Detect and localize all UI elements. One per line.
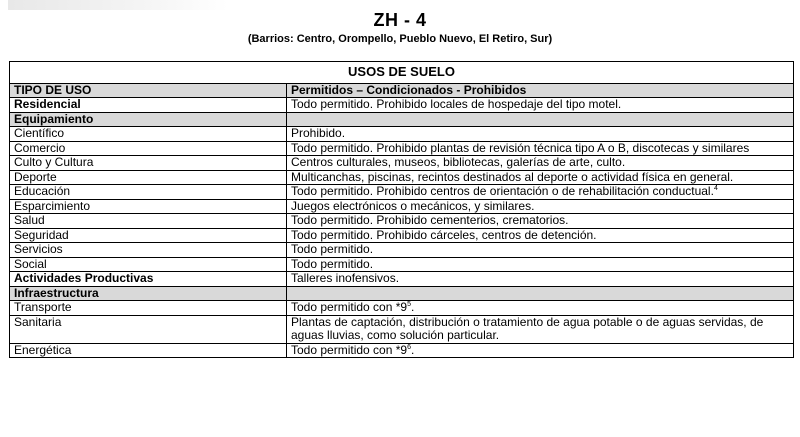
use-rule: Todo permitido. Prohibido plantas de revisión técnica tipo A o B, discotecas y similares bbox=[287, 141, 794, 156]
use-rule-text: Todo permitido. Prohibido centros de orientación o de rehabilitación conductual. bbox=[291, 184, 714, 198]
table-row-equipamiento bbox=[10, 112, 794, 127]
table-row-infraestructura bbox=[10, 286, 794, 301]
table-row-energetica bbox=[10, 343, 794, 358]
footnote-marker: 6 bbox=[407, 343, 411, 351]
zone-subtitle: (Barrios: Centro, Orompello, Pueblo Nuevo, El Retiro, Sur) bbox=[247, 33, 553, 45]
table-row-servicios bbox=[10, 243, 794, 258]
table-row-comercio bbox=[10, 141, 794, 156]
scan-artifact bbox=[8, 0, 228, 10]
table-row-educacion bbox=[10, 185, 794, 200]
table-row-salud bbox=[10, 214, 794, 229]
use-rule bbox=[287, 301, 794, 316]
use-rule bbox=[287, 286, 794, 301]
use-type: Esparcimiento bbox=[10, 199, 287, 214]
table-row-sanitaria bbox=[10, 315, 794, 343]
use-type: Social bbox=[10, 257, 287, 272]
zone-title: ZH - 4 bbox=[373, 10, 427, 30]
use-rule: Juegos electrónicos o mecánicos, y similares. bbox=[287, 199, 794, 214]
use-type: Sanitaria bbox=[10, 315, 287, 343]
table-row-seguridad bbox=[10, 228, 794, 243]
use-type: Residencial bbox=[10, 98, 287, 113]
use-rule bbox=[287, 185, 794, 200]
use-rule: Prohibido. bbox=[287, 127, 794, 142]
footnote-marker: 5 bbox=[407, 301, 411, 308]
use-type: Culto y Cultura bbox=[10, 156, 287, 171]
use-rule bbox=[287, 112, 794, 127]
use-rule: Todo permitido. Prohibido locales de hospedaje del tipo motel. bbox=[287, 98, 794, 113]
use-rule: Todo permitido. Prohibido cárceles, centros de detención. bbox=[287, 228, 794, 243]
use-rule: Centros culturales, museos, bibliotecas, galerías de arte, culto. bbox=[287, 156, 794, 171]
table-row-culto-cultura bbox=[10, 156, 794, 171]
use-type: Energética bbox=[10, 343, 287, 358]
use-type: Actividades Productivas bbox=[10, 272, 287, 287]
table-row-cientifico bbox=[10, 127, 794, 142]
column-header-row bbox=[10, 83, 794, 98]
use-category: Equipamiento bbox=[10, 112, 287, 127]
table-row-actividades-productivas bbox=[10, 272, 794, 287]
footnote-marker: 4 bbox=[713, 185, 718, 192]
use-rule: Multicanchas, piscinas, recintos destinados al deporte o actividad física en general. bbox=[287, 170, 794, 185]
column-header-type: TIPO DE USO bbox=[10, 83, 287, 98]
use-rule-suffix: . bbox=[410, 300, 415, 314]
use-rule: Todo permitido. bbox=[287, 257, 794, 272]
land-use-table bbox=[9, 61, 794, 358]
use-rule-suffix: . bbox=[410, 342, 415, 357]
use-type: Servicios bbox=[10, 243, 287, 258]
table-title: USOS DE SUELO bbox=[10, 62, 794, 84]
use-rule: Talleres inofensivos. bbox=[287, 272, 794, 287]
use-type: Salud bbox=[10, 214, 287, 229]
table-row-deporte bbox=[10, 170, 794, 185]
use-rule: Todo permitido. bbox=[287, 243, 794, 258]
use-rule: Plantas de captación, distribución o tratamiento de agua potable o de aguas servidas, de aguas lluvias, como solución particular. bbox=[287, 315, 794, 343]
use-type: Seguridad bbox=[10, 228, 287, 243]
use-type: Deporte bbox=[10, 170, 287, 185]
table-row-residencial bbox=[10, 98, 794, 113]
use-rule-text: Todo permitido con *9 bbox=[291, 300, 408, 314]
use-rule-text: Todo permitido con *9 bbox=[291, 342, 408, 357]
table-row-esparcimiento bbox=[10, 199, 794, 214]
column-header-permissions: Permitidos – Condicionados - Prohibidos bbox=[287, 83, 794, 98]
use-rule: Todo permitido. Prohibido cementerios, crematorios. bbox=[287, 214, 794, 229]
use-type: Transporte bbox=[10, 301, 287, 316]
table-title-row bbox=[10, 62, 794, 84]
use-type: Educación bbox=[10, 185, 287, 200]
use-rule bbox=[287, 343, 794, 358]
table-row-social bbox=[10, 257, 794, 272]
use-type: Comercio bbox=[10, 141, 287, 156]
use-category: Infraestructura bbox=[10, 286, 287, 301]
table-row-transporte bbox=[10, 301, 794, 316]
use-type: Científico bbox=[10, 127, 287, 142]
